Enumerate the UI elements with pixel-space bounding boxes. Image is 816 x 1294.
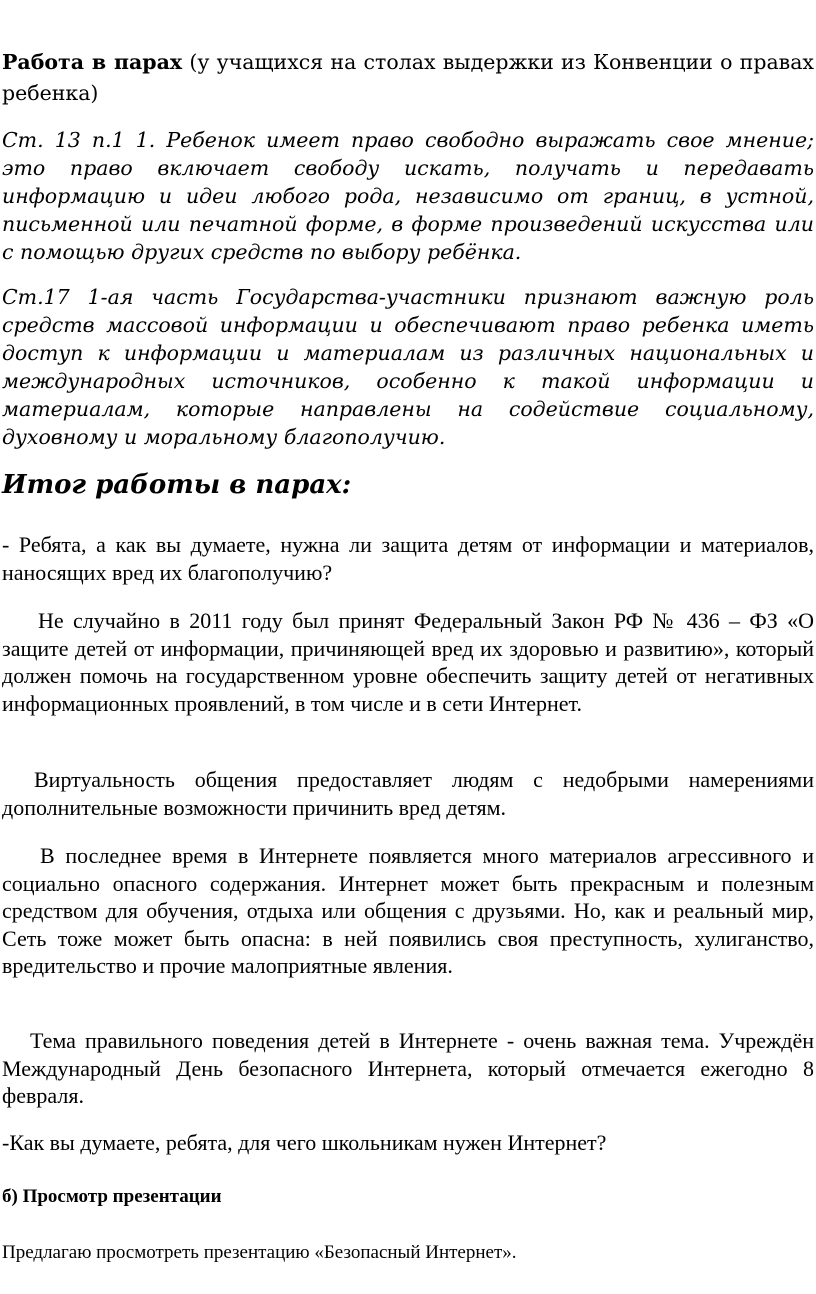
internet-dangers-paragraph: В последнее время в Интернете появляется много материалов агрессивного и социально опасного содержания. Интернет может быть прекрасным и полезным средством для обучения, отдыха или общения с друзьями. Но, как и реальный мир, Сеть тоже может быть опасна: в ней появились своя преступность, хулиганство, вредительство и прочие малоприятные явления. xyxy=(2,843,814,978)
presentation-section-heading: б) Просмотр презентации xyxy=(2,1186,222,1207)
virtual-communication-paragraph: Виртуальность общения предоставляет людям с недобрыми намерениями дополнительные возможности причинить вред детям. xyxy=(2,767,814,820)
pair-work-title: Работа в парах xyxy=(2,50,183,74)
question-why-internet: -Как вы думаете, ребята, для чего школьникам нужен Интернет? xyxy=(2,1130,607,1155)
convention-article-13: Ст. 13 п.1 1. Ребенок имеет право свободно выражать свое мнение; это право включает свободу искать, получать и передавать информацию и идеи любого рода, независимо от границ, в устной, письменной или печатной форме, в форме произведений искусства или с помощью других средств по выбору ребёнка. xyxy=(2,128,814,264)
pair-work-result-heading: Итог работы в парах: xyxy=(2,470,352,500)
safe-internet-day-paragraph: Тема правильного поведения детей в Интернете - очень важная тема. Учреждён Международный День безопасного Интернета, который отмечается ежегодно 8 февраля. xyxy=(2,1028,814,1108)
federal-law-paragraph: Не случайно в 2011 году был принят Федеральный Закон РФ № 436 – ФЗ «О защите детей от информации, причиняющей вред их здоровью и развитию», который должен помочь на государственном уровне обеспечить защиту детей от негативных информационных проявлений, в том числе и в сети Интернет. xyxy=(2,608,814,716)
pair-work-description: (у учащихся на столах выдержки из Конвенции о правах ребенка) xyxy=(2,50,814,105)
pair-work-intro xyxy=(2,47,814,109)
question-protection: - Ребята, а как вы думаете, нужна ли защита детям от информации и материалов, наносящих вред их благополучию? xyxy=(2,532,814,585)
convention-article-17: Ст.17 1-ая часть Государства-участники признают важную роль средств массовой информации и обеспечивают право ребенка иметь доступ к информации и материалам из различных национальных и международных источников, особенно к такой информации и материалам, которые направлены на содействие социальному, духовному и моральному благополучию. xyxy=(2,285,814,449)
presentation-offer: Предлагаю просмотреть презентацию «Безопасный Интернет». xyxy=(2,1242,517,1263)
